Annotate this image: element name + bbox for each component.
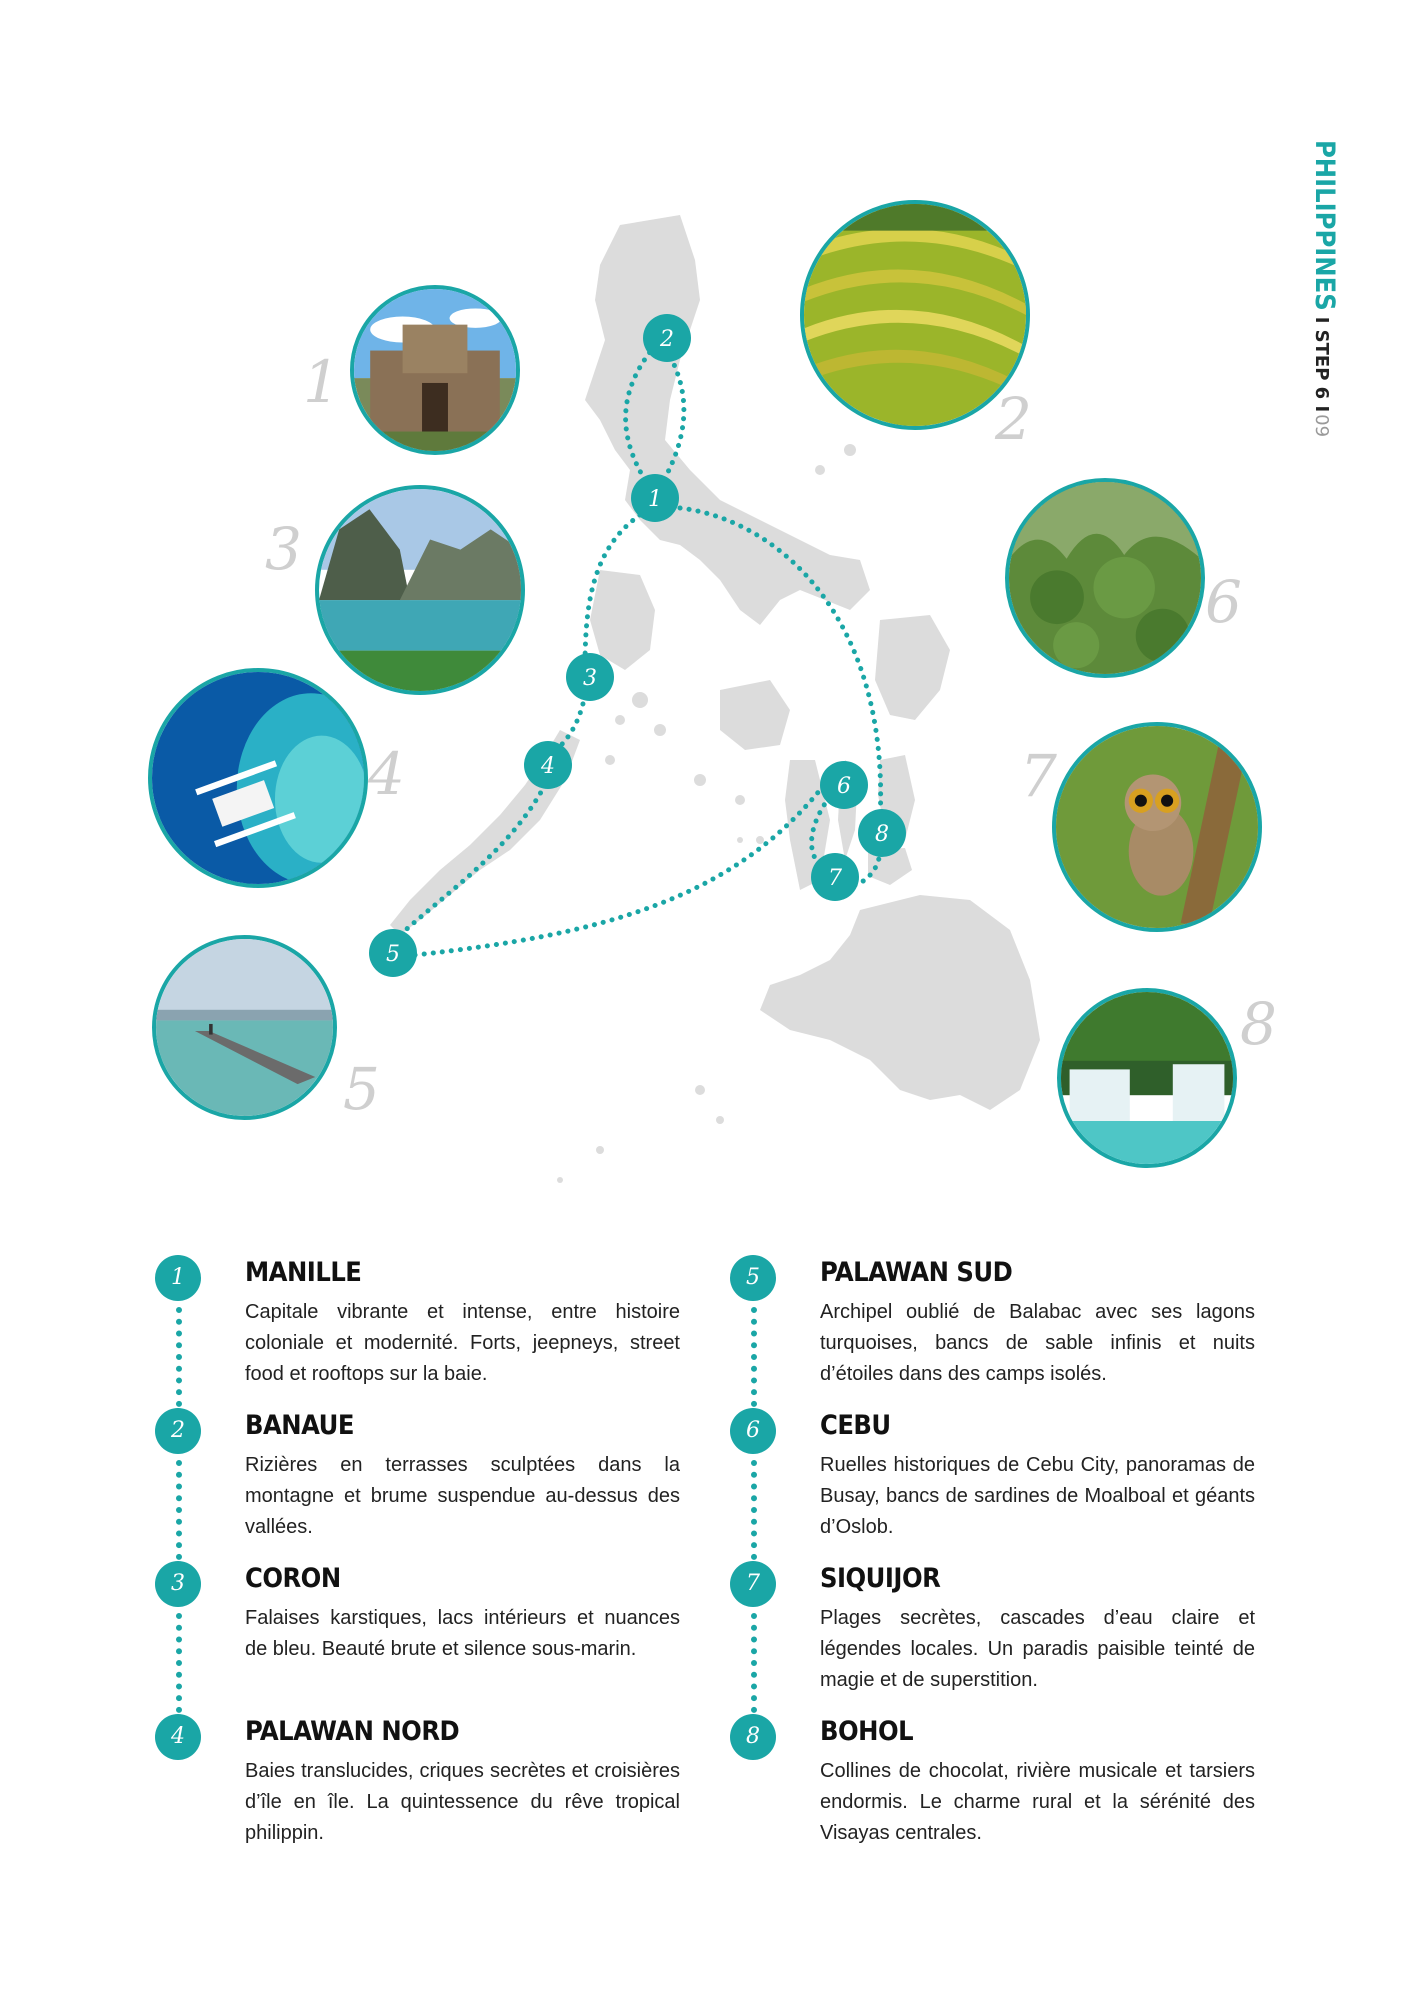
map-island-mindanao bbox=[760, 895, 1040, 1110]
legend-item-3 bbox=[155, 1561, 715, 1714]
legend-badge-1: 1 bbox=[155, 1255, 201, 1301]
legend-item-4 bbox=[155, 1714, 715, 1867]
marker-6[interactable] bbox=[820, 761, 868, 809]
legend-text-4: Baies translucides, criques secrètes et croisières d’île en île. La quintessence du rêve tropical philippin. bbox=[245, 1760, 680, 1844]
legend-text-3: Falaises karstiques, lacs intérieurs et nuances de bleu. Beauté brute et silence sous-marin. bbox=[245, 1607, 680, 1660]
legend-title-2: BANAUE bbox=[245, 1410, 354, 1441]
legend-title-8: BOHOL bbox=[820, 1716, 914, 1747]
photo-tarsier bbox=[1052, 722, 1262, 932]
legend-text-8: Collines de chocolat, rivière musicale et tarsiers endormis. Le charme rural et la sérénité des Visayas centrales. bbox=[820, 1760, 1255, 1844]
legend-connector bbox=[176, 1613, 182, 1713]
legend-item-5 bbox=[730, 1255, 1290, 1408]
marker-5[interactable] bbox=[369, 929, 417, 977]
legend-text-5: Archipel oublié de Balabac avec ses lagons turquoises, bancs de sable infinis et nuits d’étoiles dans des camps isolés. bbox=[820, 1301, 1255, 1385]
marker-6-label: 6 bbox=[837, 774, 851, 799]
marker-7[interactable] bbox=[811, 853, 859, 901]
photo-waterfall bbox=[1057, 988, 1237, 1168]
photo-number-4: 4 bbox=[368, 740, 405, 808]
marker-4[interactable] bbox=[524, 741, 572, 789]
photo-boat-reef bbox=[148, 668, 368, 888]
marker-8-label: 8 bbox=[875, 822, 889, 847]
header-step: I STEP 6 I bbox=[1311, 316, 1332, 413]
marker-3[interactable] bbox=[566, 653, 614, 701]
marker-3-label: 3 bbox=[583, 666, 597, 691]
marker-1[interactable] bbox=[631, 474, 679, 522]
legend-badge-4: 4 bbox=[155, 1714, 201, 1760]
legend-badge-3: 3 bbox=[155, 1561, 201, 1607]
marker-5-label: 5 bbox=[386, 942, 400, 967]
photo-number-2: 2 bbox=[995, 385, 1032, 453]
legend-item-7 bbox=[730, 1561, 1290, 1714]
legend-title-3: CORON bbox=[245, 1563, 341, 1594]
map-island-panay bbox=[720, 680, 790, 750]
legend-connector bbox=[751, 1307, 757, 1407]
legend-badge-8: 8 bbox=[730, 1714, 776, 1760]
legend-item-6 bbox=[730, 1408, 1290, 1561]
photo-fort bbox=[350, 285, 520, 455]
photo-number-5: 5 bbox=[343, 1055, 380, 1123]
photo-karst-lagoon bbox=[315, 485, 525, 695]
marker-2-label: 2 bbox=[660, 327, 674, 352]
legend-connector bbox=[751, 1613, 757, 1713]
legend-connector bbox=[176, 1460, 182, 1560]
photo-number-1: 1 bbox=[303, 348, 340, 416]
map-island-samar bbox=[875, 615, 950, 720]
legend-title-4: PALAWAN NORD bbox=[245, 1716, 460, 1747]
legend-title-7: SIQUIJOR bbox=[820, 1563, 941, 1594]
legend-column-right bbox=[730, 1255, 1290, 1867]
photo-rice-terraces bbox=[800, 200, 1030, 430]
legend-text-1: Capitale vibrante et intense, entre histoire coloniale et modernité. Forts, jeepneys, street food et rooftops sur la baie. bbox=[245, 1301, 680, 1385]
legend-connector bbox=[176, 1307, 182, 1407]
photo-green-hills bbox=[1005, 478, 1205, 678]
legend-column-left bbox=[155, 1255, 715, 1867]
legend-title-5: PALAWAN SUD bbox=[820, 1257, 1013, 1288]
marker-1-label: 1 bbox=[648, 487, 662, 512]
photo-number-7: 7 bbox=[1020, 742, 1057, 810]
legend-badge-7: 7 bbox=[730, 1561, 776, 1607]
photo-number-8: 8 bbox=[1240, 990, 1277, 1058]
marker-4-label: 4 bbox=[541, 754, 555, 779]
map-island-mindoro bbox=[590, 570, 655, 670]
legend-text-6: Ruelles historiques de Cebu City, panoramas de Busay, bancs de sardines de Moalboal et géants d’Oslob. bbox=[820, 1454, 1255, 1538]
legend-title-1: MANILLE bbox=[245, 1257, 362, 1288]
legend-badge-6: 6 bbox=[730, 1408, 776, 1454]
legend-item-2 bbox=[155, 1408, 715, 1561]
header-page-number: 09 bbox=[1311, 414, 1332, 438]
photo-wooden-pier bbox=[152, 935, 337, 1120]
legend-text-2: Rizières en terrasses sculptées dans la montagne et brume suspendue au-dessus des vallées. bbox=[245, 1454, 680, 1538]
marker-7-label: 7 bbox=[828, 866, 842, 891]
legend-item-8 bbox=[730, 1714, 1290, 1867]
marker-8[interactable] bbox=[858, 809, 906, 857]
legend-connector bbox=[751, 1460, 757, 1560]
legend-text-7: Plages secrètes, cascades d’eau claire et légendes locales. Un paradis paisible teinté de magie et de superstition. bbox=[820, 1607, 1255, 1691]
header-country: PHILIPPINES bbox=[1309, 140, 1340, 311]
legend-title-6: CEBU bbox=[820, 1410, 891, 1441]
photo-number-3: 3 bbox=[265, 515, 302, 583]
photo-number-6: 6 bbox=[1205, 568, 1242, 636]
legend-badge-5: 5 bbox=[730, 1255, 776, 1301]
legend-item-1 bbox=[155, 1255, 715, 1408]
marker-2[interactable] bbox=[643, 314, 691, 362]
legend-badge-2: 2 bbox=[155, 1408, 201, 1454]
